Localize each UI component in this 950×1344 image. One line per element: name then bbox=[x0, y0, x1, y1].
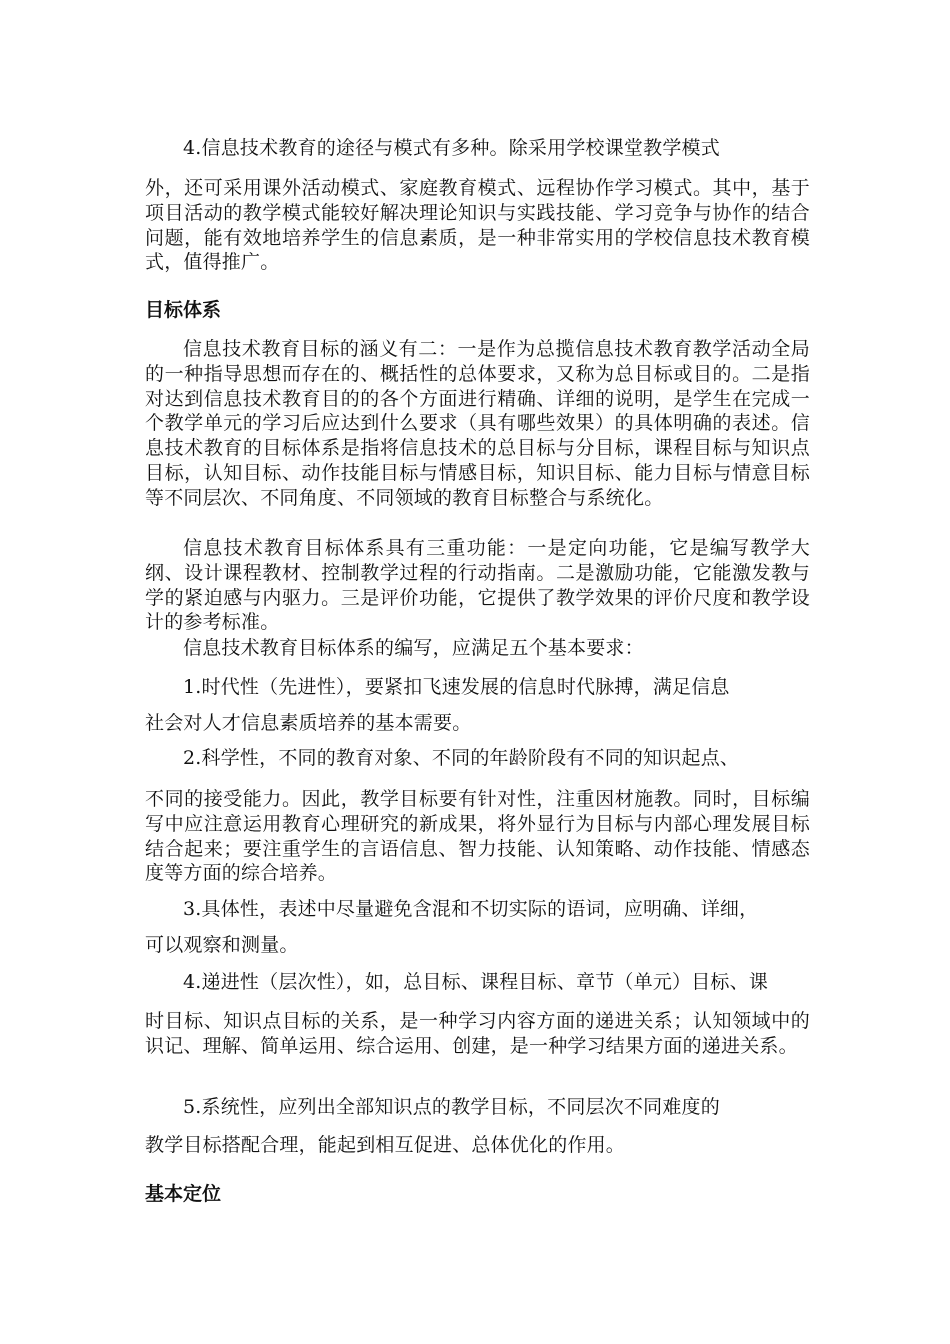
list-item-5-body: 教学目标搭配合理，能起到相互促进、总体优化的作用。 bbox=[145, 1134, 626, 1156]
list-item-4-body: 时目标、知识点目标的关系，是一种学习内容方面的递进关系；认知领域中的识记、理解、简单运用、综合运用、创建，是一种学习结果方面的递进关系。 bbox=[145, 1010, 810, 1057]
paragraph-approach-body: 外，还可采用课外活动模式、家庭教育模式、远程协作学习模式。其中，基于项目活动的教学模式能较好解决理论知识与实践技能、学习竞争与协作的结合问题，能有效地培养学生的信息素质，是一种非常实用的学校信息技术教育模式，值得推广。 bbox=[145, 177, 810, 274]
paragraph-goal-meaning: 信息技术教育目标的涵义有二：一是作为总揽信息技术教育教学活动全局的一种指导思想而存在的、概括性的总体要求，又称为总目标或目的。二是指对达到信息技术教育目的的各个方面进行精确、详细的说明，是学生在完成一个教学单元的学习后应达到什么要求（具有哪些效果）的具体明确的表述。信息技术教育的目标体系是指将信息技术的总目标与分目标，课程目标与知识点目标，认知目标、动作技能目标与情感目标，知识目标、能力目标与情意目标等不同层次、不同角度、不同领域的教育目标整合与系统化。 bbox=[145, 338, 810, 509]
list-item-1-first-line: 1.时代性（先进性），要紧扣飞速发展的信息时代脉搏，满足信息 bbox=[183, 676, 730, 698]
list-item-4-first-line: 4.递进性（层次性），如，总目标、课程目标、章节（单元）目标、课 bbox=[183, 971, 769, 993]
heading-goal-system: 目标体系 bbox=[145, 299, 222, 321]
list-item-2-first-line: 2.科学性，不同的教育对象、不同的年龄阶段有不同的知识起点、 bbox=[183, 747, 740, 769]
list-item-5-first-line: 5.系统性，应列出全部知识点的教学目标，不同层次不同难度的 bbox=[183, 1096, 720, 1118]
list-item-2-body: 不同的接受能力。因此，教学目标要有针对性，注重因材施教。同时，目标编写中应注意运用教育心理研究的新成果，将外显行为目标与内部心理发展目标结合起来；要注重学生的言语信息、智力技能、认知策略、动作技能、情感态度等方面的综合培养。 bbox=[145, 788, 810, 885]
list-item-1-body: 社会对人才信息素质培养的基本需要。 bbox=[145, 712, 472, 734]
paragraph-goal-functions: 信息技术教育目标体系具有三重功能：一是定向功能，它是编写教学大纲、设计课程教材、控制教学过程的行动指南。二是激励功能，它能激发教与学的紧迫感与内驱力。三是评价功能，它提供了教学效果的评价尺度和教学设计的参考标准。 bbox=[145, 537, 810, 634]
list-item-3-first-line: 3.具体性，表述中尽量避免含混和不切实际的语词，应明确、详细， bbox=[183, 898, 759, 920]
heading-basic-positioning: 基本定位 bbox=[145, 1183, 222, 1205]
paragraph-approach-first-line: 4.信息技术教育的途径与模式有多种。除采用学校课堂教学模式 bbox=[183, 137, 720, 159]
list-item-3-body: 可以观察和测量。 bbox=[145, 934, 299, 956]
paragraph-requirements-intro: 信息技术教育目标体系的编写，应满足五个基本要求： bbox=[183, 637, 644, 659]
